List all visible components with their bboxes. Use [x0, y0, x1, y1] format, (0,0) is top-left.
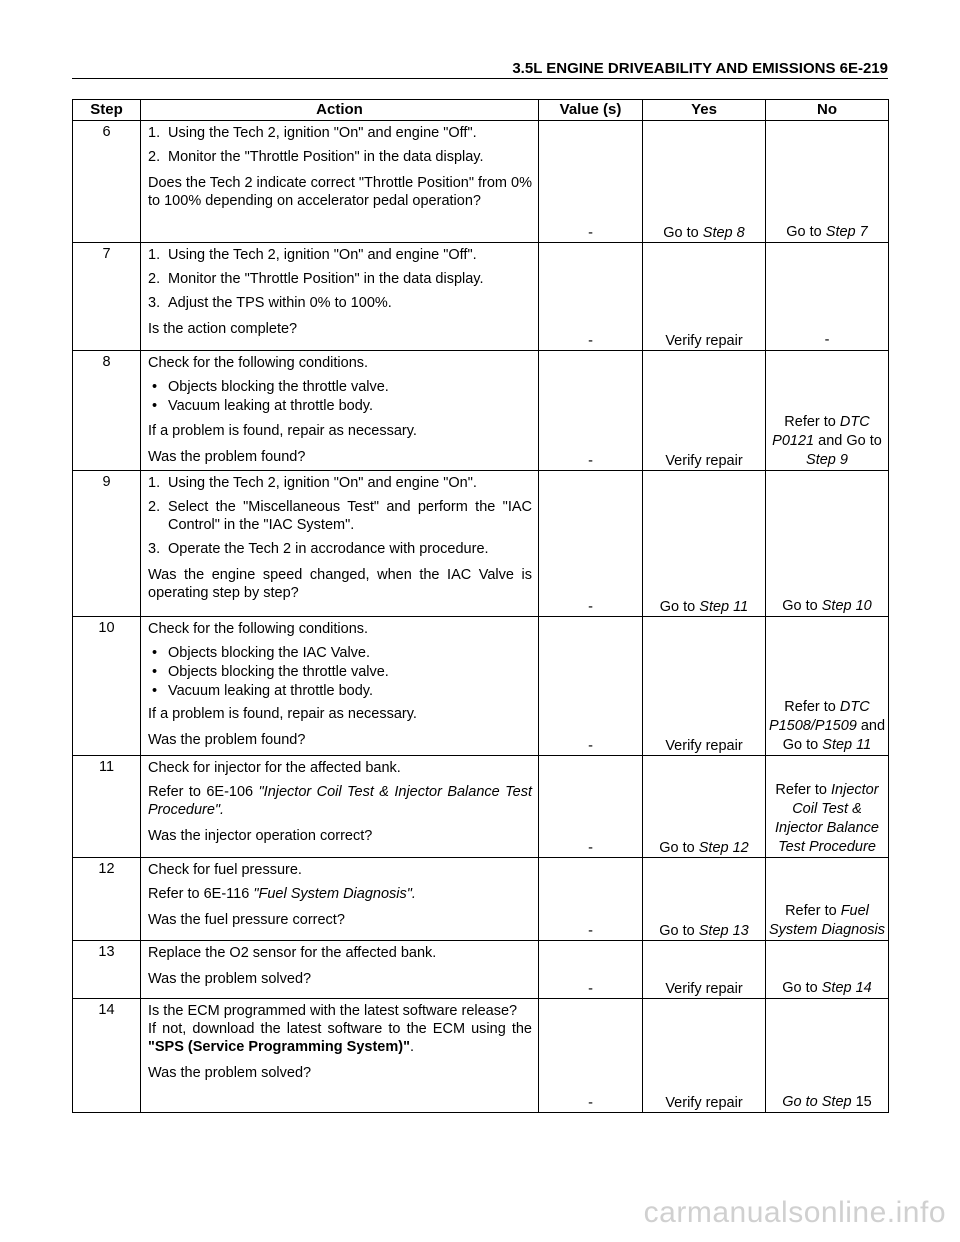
step-number: 12 [73, 858, 141, 941]
bullet-item: • Vacuum leaking at throttle body. [148, 682, 532, 701]
step-number: 7 [73, 243, 141, 351]
step-link: Go to Step [782, 1094, 852, 1110]
bullet-item: • Objects blocking the IAC Valve. [148, 644, 532, 663]
no-cell: Go to Step 15 [766, 999, 889, 1113]
value-cell: - [539, 243, 643, 351]
action-cell: Check for injector for the affected bank. Refer to 6E-106 "Injector Coil Test & Injector Balance Test Procedure". Was the injector operation correct? [141, 756, 539, 858]
question: Was the fuel pressure correct? [148, 912, 345, 928]
yes-cell: Verify repair [643, 351, 766, 471]
step-link: Step 8 [702, 225, 745, 241]
value-cell: - [539, 617, 643, 756]
action-cell: 1. Using the Tech 2, ignition "On" and engine "Off". 2. Monitor the "Throttle Position" in the data display. 3. Adjust the TPS within 0% to 100%. Is the action complete? [141, 243, 539, 351]
yes-cell: Verify repair [643, 999, 766, 1113]
action-cell: 1. Using the Tech 2, ignition "On" and engine "On". 2. Select the "Miscellaneous Test" and perform the "IAC Control" in the "IAC System". 3. Operate the Tech 2 in accrodance with procedure. Was the engine speed changed, when the IAC Valve is operating step by step? [141, 471, 539, 617]
step-number: 11 [73, 756, 141, 858]
action-cell: Check for the following conditions. • Objects blocking the IAC Valve. • Objects blocking the throttle valve. • Vacuum leaking at throttle body. If a problem is found, repair as necessary. Was the problem found? [141, 617, 539, 756]
table-row [73, 858, 889, 941]
header-rule [72, 78, 888, 79]
col-yes: Yes [643, 100, 766, 121]
no-cell: Refer to Injector Coil Test & Injector Balance Test Procedure [766, 756, 889, 858]
question: Was the problem found? [148, 449, 306, 465]
step-link: Step 14 [821, 980, 872, 996]
no-cell: Refer to Fuel System Diagnosis [766, 858, 889, 941]
value-cell: - [539, 858, 643, 941]
question: Was the problem found? [148, 732, 306, 748]
table-row [73, 121, 889, 243]
col-value: Value (s) [539, 100, 643, 121]
table-row [73, 471, 889, 617]
yes-cell: Verify repair [643, 941, 766, 999]
step-link: Step 9 [806, 452, 848, 468]
bullet-item: • Vacuum leaking at throttle body. [148, 397, 532, 416]
step-number: 6 [73, 121, 141, 243]
action-cell: Is the ECM programmed with the latest software release? If not, download the latest software to the ECM using the "SPS (Service Programming System)". Was the problem solved? [141, 999, 539, 1113]
action-cell: Check for fuel pressure. Refer to 6E-116 "Fuel System Diagnosis". Was the fuel pressure correct? [141, 858, 539, 941]
no-cell: Go to Step 10 [766, 471, 889, 617]
step-link: Step 11 [699, 599, 749, 615]
no-cell: Go to Step 7 [766, 121, 889, 243]
value-cell: - [539, 351, 643, 471]
col-no: No [766, 100, 889, 121]
step-link: Step 10 [821, 598, 872, 614]
sps-name: "SPS (Service Programming System)" [148, 1039, 410, 1055]
bullet-item: • Objects blocking the throttle valve. [148, 378, 532, 397]
step-number: 14 [73, 999, 141, 1113]
yes-cell: Go to Step 13 [643, 858, 766, 941]
reference-link: "Injector Coil Test & Injector Balance Test Procedure". [148, 784, 532, 818]
value-cell: - [539, 121, 643, 243]
step-link: Step 12 [698, 840, 749, 856]
question: Was the problem solved? [148, 971, 312, 987]
action-cell: 1. Using the Tech 2, ignition "On" and engine "Off". 2. Monitor the "Throttle Position" in the data display. Does the Tech 2 indicate correct "Throttle Position" from 0% to 100% depending on accelerator pedal operation? [141, 121, 539, 243]
step-link: Step 7 [825, 224, 868, 240]
no-cell: Go to Step 14 [766, 941, 889, 999]
table-header-row [73, 100, 889, 121]
value-cell: - [539, 471, 643, 617]
value-cell: - [539, 999, 643, 1113]
question: Was the problem solved? [148, 1065, 312, 1081]
table-row [73, 351, 889, 471]
value-cell: - [539, 941, 643, 999]
step-number: 9 [73, 471, 141, 617]
watermark: carmanualsonline.info [643, 1196, 946, 1229]
value-cell: - [539, 756, 643, 858]
action-cell: Check for the following conditions. • Objects blocking the throttle valve. • Vacuum leaking at throttle body. If a problem is found, repair as necessary. Was the problem found? [141, 351, 539, 471]
bullet-item: • Objects blocking the throttle valve. [148, 663, 532, 682]
step-number: 10 [73, 617, 141, 756]
table-row [73, 617, 889, 756]
question: Does the Tech 2 indicate correct "Throttle Position" from 0% to 100% depending on accelerator pedal operation? [148, 175, 532, 209]
yes-cell: Verify repair [643, 617, 766, 756]
no-cell: - [766, 243, 889, 351]
question: Was the engine speed changed, when the IAC Valve is operating step by step? [148, 567, 532, 601]
no-cell: Refer to DTC P0121 and Go to Step 9 [766, 351, 889, 471]
table-row [73, 243, 889, 351]
table-row [73, 999, 889, 1113]
table-row [73, 756, 889, 858]
page-header: 3.5L ENGINE DRIVEABILITY AND EMISSIONS 6E-219 [512, 60, 888, 77]
step-link: Step 13 [698, 923, 749, 939]
step-number: 8 [73, 351, 141, 471]
yes-cell: Go to Step 8 [643, 121, 766, 243]
yes-cell: Verify repair [643, 243, 766, 351]
step-number: 13 [73, 941, 141, 999]
yes-cell: Go to Step 12 [643, 756, 766, 858]
step-link: Step 11 [822, 737, 872, 753]
reference-link: "Fuel System Diagnosis". [253, 886, 416, 902]
table-row [73, 941, 889, 999]
col-action: Action [141, 100, 539, 121]
question: Is the action complete? [148, 321, 298, 337]
col-step: Step [73, 100, 141, 121]
question: Was the injector operation correct? [148, 828, 373, 844]
diagnostic-table [72, 99, 889, 1113]
yes-cell: Go to Step 11 [643, 471, 766, 617]
action-cell: Replace the O2 sensor for the affected bank. Was the problem solved? [141, 941, 539, 999]
no-cell: Refer to DTC P1508/P1509 and Go to Step 11 [766, 617, 889, 756]
